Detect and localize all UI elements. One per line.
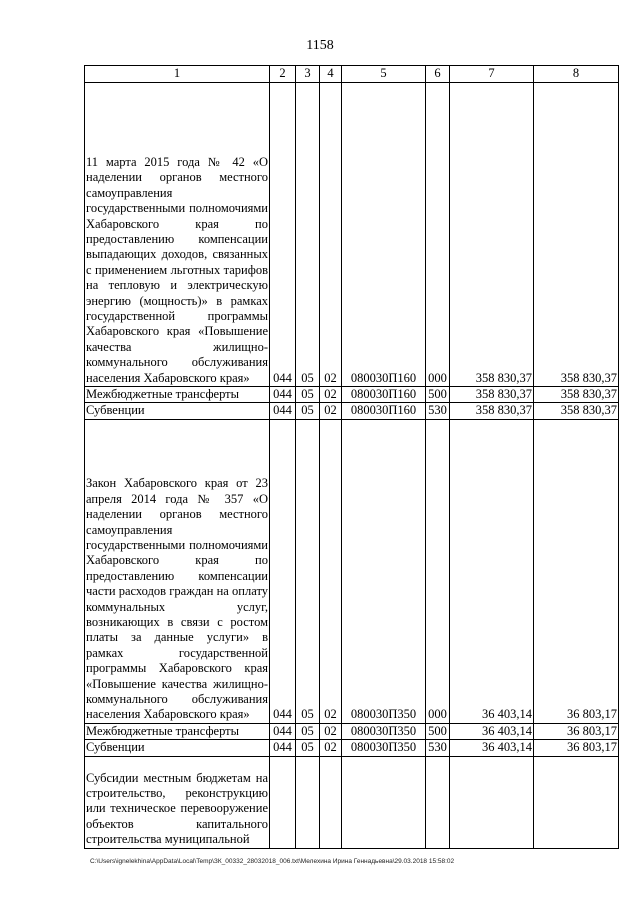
row-c4 xyxy=(320,756,342,848)
row-c5 xyxy=(342,756,426,848)
row-c6 xyxy=(426,756,450,848)
row-c5: 080030П350 xyxy=(342,723,426,739)
row-name: Субсидии местным бюджетам на строительство, реконструкцию или техническое перевооружение объектов капитального строительства муниципальной xyxy=(85,756,270,848)
row-c4: 02 xyxy=(320,83,342,387)
row-c8: 358 830,37 xyxy=(534,403,619,419)
row-c5: 080030П350 xyxy=(342,740,426,756)
table-row xyxy=(85,419,619,723)
row-c2: 044 xyxy=(270,83,296,387)
row-name: Закон Хабаровского края от 23 апреля 2014 года № 357 «О наделении органов местного самоуправления государственными полномочиями Хабаровского края по предоставлению компенсации части расходов граждан на оплату коммунальных услуг, возникающих в связи с ростом платы за данные услуги» в рамках государственной программы Хабаровского края «Повышение качества жилищно-коммунального обслуживания населения Хабаровского края» xyxy=(85,419,270,723)
row-c3: 05 xyxy=(296,387,320,403)
row-c4: 02 xyxy=(320,403,342,419)
footer-file-path: C:\Users\ignelekhina\AppData\Local\Temp\ЗК_00332_28032018_006.txt\Мелехина Ирина Геннадьевна\29.03.2018 15:58:02 xyxy=(90,858,455,865)
row-name: Межбюджетные трансферты xyxy=(85,387,270,403)
budget-table xyxy=(84,65,619,849)
row-name: Межбюджетные трансферты xyxy=(85,723,270,739)
row-c7: 358 830,37 xyxy=(450,403,534,419)
row-c2: 044 xyxy=(270,419,296,723)
row-c3 xyxy=(296,756,320,848)
row-c5: 080030П160 xyxy=(342,387,426,403)
row-c6: 000 xyxy=(426,83,450,387)
header-col-5: 5 xyxy=(342,66,426,83)
row-c6: 000 xyxy=(426,419,450,723)
row-c7: 358 830,37 xyxy=(450,83,534,387)
row-c6: 500 xyxy=(426,387,450,403)
header-col-8: 8 xyxy=(534,66,619,83)
row-c2: 044 xyxy=(270,723,296,739)
row-c3: 05 xyxy=(296,419,320,723)
row-c3: 05 xyxy=(296,740,320,756)
table-row xyxy=(85,83,619,387)
header-col-6: 6 xyxy=(426,66,450,83)
row-c4: 02 xyxy=(320,387,342,403)
table-row xyxy=(85,387,619,403)
row-c2: 044 xyxy=(270,740,296,756)
row-c7 xyxy=(450,756,534,848)
row-c2 xyxy=(270,756,296,848)
row-c2: 044 xyxy=(270,403,296,419)
row-c4: 02 xyxy=(320,419,342,723)
row-name: Субвенции xyxy=(85,740,270,756)
row-c7: 36 403,14 xyxy=(450,723,534,739)
table-row xyxy=(85,723,619,739)
row-c8: 36 803,17 xyxy=(534,723,619,739)
table-row xyxy=(85,403,619,419)
row-c7: 36 403,14 xyxy=(450,419,534,723)
row-c6: 530 xyxy=(426,740,450,756)
header-col-4: 4 xyxy=(320,66,342,83)
header-col-2: 2 xyxy=(270,66,296,83)
page-number: 1158 xyxy=(306,38,334,53)
row-name: 11 марта 2015 года № 42 «О наделении органов местного самоуправления государственными полномочиями Хабаровского края по предоставлению компенсации выпадающих доходов, связанных с применением льготных тарифов на тепловую и электрическую энергию (мощность)» в рамках государственной программы Хабаровского края «Повышение качества жилищно-коммунального обслуживания населения Хабаровского края» xyxy=(85,83,270,387)
row-name: Субвенции xyxy=(85,403,270,419)
row-c4: 02 xyxy=(320,723,342,739)
header-col-3: 3 xyxy=(296,66,320,83)
header-col-1: 1 xyxy=(85,66,270,83)
row-c7: 36 403,14 xyxy=(450,740,534,756)
row-c3: 05 xyxy=(296,723,320,739)
header-row xyxy=(85,66,619,83)
row-c8 xyxy=(534,756,619,848)
row-c2: 044 xyxy=(270,387,296,403)
row-c7: 358 830,37 xyxy=(450,387,534,403)
row-c8: 358 830,37 xyxy=(534,83,619,387)
row-c5: 080030П350 xyxy=(342,419,426,723)
table-row xyxy=(85,756,619,848)
row-c5: 080030П160 xyxy=(342,83,426,387)
row-c6: 500 xyxy=(426,723,450,739)
row-c3: 05 xyxy=(296,83,320,387)
header-col-7: 7 xyxy=(450,66,534,83)
row-c8: 36 803,17 xyxy=(534,419,619,723)
row-c3: 05 xyxy=(296,403,320,419)
row-c5: 080030П160 xyxy=(342,403,426,419)
row-c6: 530 xyxy=(426,403,450,419)
row-c4: 02 xyxy=(320,740,342,756)
row-c8: 358 830,37 xyxy=(534,387,619,403)
row-c8: 36 803,17 xyxy=(534,740,619,756)
table-row xyxy=(85,740,619,756)
